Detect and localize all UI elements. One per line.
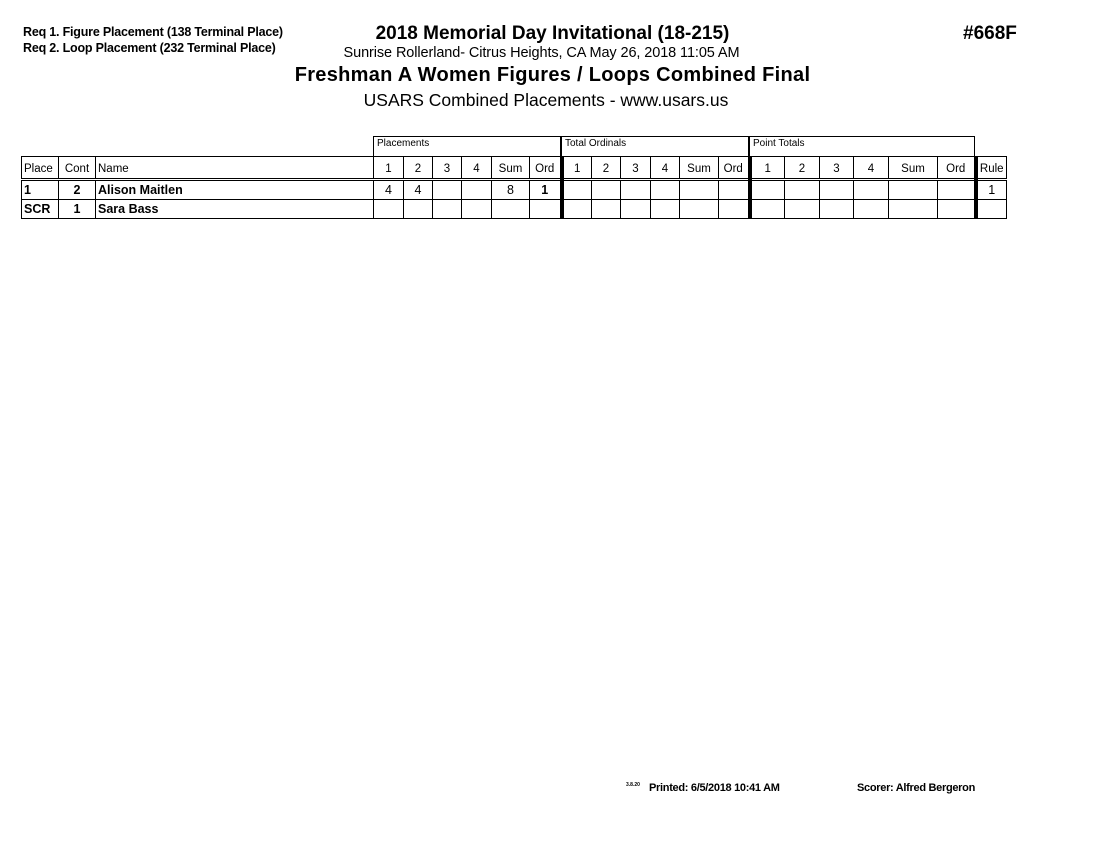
group-header-point-totals: Point Totals — [749, 136, 975, 156]
ordinal-ord-cell — [719, 200, 750, 219]
col-place: Place — [22, 157, 59, 180]
subtitle: USARS Combined Placements - www.usars.us — [363, 90, 729, 110]
version-label: 3.8.20 — [626, 782, 640, 788]
group-header-total-ordinals: Total Ordinals — [561, 136, 749, 156]
ordinal-4-cell — [651, 180, 680, 200]
table-row — [22, 180, 1007, 200]
col-to-3: 3 — [621, 157, 651, 180]
col-pt-1: 1 — [750, 157, 785, 180]
col-to-sum: Sum — [680, 157, 719, 180]
column-header-row — [22, 157, 1007, 180]
place-cell: SCR — [22, 200, 59, 219]
event-number: #668F — [963, 23, 1017, 44]
col-to-1: 1 — [562, 157, 592, 180]
name-cell: Sara Bass — [96, 200, 374, 219]
ordinal-ord-cell — [719, 180, 750, 200]
requirement-2: Req 2. Loop Placement (232 Terminal Place) — [23, 41, 276, 55]
location-date-line: Sunrise Rollerland- Citrus Heights, CA May 26, 2018 11:05 AM — [343, 45, 740, 61]
ordinal-2-cell — [592, 200, 621, 219]
requirement-1: Req 1. Figure Placement (138 Terminal Place) — [23, 25, 283, 39]
ordinal-1-cell — [562, 200, 592, 219]
points-sum-cell — [889, 200, 938, 219]
results-table — [21, 156, 1007, 219]
points-sum-cell — [889, 180, 938, 200]
points-4-cell — [854, 200, 889, 219]
placement-sum-cell — [492, 200, 530, 219]
event-title: Freshman A Women Figures / Loops Combined Final — [294, 64, 811, 86]
printed-timestamp: Printed: 6/5/2018 10:41 AM — [649, 782, 780, 794]
scorer-name: Scorer: Alfred Bergeron — [857, 782, 975, 794]
placement-4-cell — [462, 200, 492, 219]
name-cell: Alison Maitlen — [96, 180, 374, 200]
col-pt-ord: Ord — [938, 157, 976, 180]
col-pt-4: 4 — [854, 157, 889, 180]
ordinal-1-cell — [562, 180, 592, 200]
placement-2-cell: 4 — [404, 180, 433, 200]
place-cell: 1 — [22, 180, 59, 200]
col-plc-4: 4 — [462, 157, 492, 180]
ordinal-2-cell — [592, 180, 621, 200]
points-3-cell — [820, 180, 854, 200]
placement-3-cell — [433, 200, 462, 219]
col-to-ord: Ord — [719, 157, 750, 180]
points-1-cell — [750, 200, 785, 219]
points-ord-cell — [938, 180, 976, 200]
col-plc-1: 1 — [374, 157, 404, 180]
placement-1-cell: 4 — [374, 180, 404, 200]
col-plc-sum: Sum — [492, 157, 530, 180]
competition-title: 2018 Memorial Day Invitational (18-215) — [375, 23, 730, 44]
points-1-cell — [750, 180, 785, 200]
placement-3-cell — [433, 180, 462, 200]
points-ord-cell — [938, 200, 976, 219]
points-2-cell — [785, 180, 820, 200]
col-name: Name — [96, 157, 374, 180]
table-row — [22, 200, 1007, 219]
placement-1-cell — [374, 200, 404, 219]
placement-ord-cell — [530, 200, 562, 219]
placement-ord-cell: 1 — [530, 180, 562, 200]
placement-4-cell — [462, 180, 492, 200]
group-header-placements: Placements — [373, 136, 561, 156]
col-plc-2: 2 — [404, 157, 433, 180]
points-4-cell — [854, 180, 889, 200]
ordinal-3-cell — [621, 200, 651, 219]
col-plc-3: 3 — [433, 157, 462, 180]
col-rule: Rule — [976, 157, 1007, 180]
placement-sum-cell: 8 — [492, 180, 530, 200]
points-3-cell — [820, 200, 854, 219]
col-to-2: 2 — [592, 157, 621, 180]
cont-cell: 2 — [59, 180, 96, 200]
ordinal-sum-cell — [680, 180, 719, 200]
col-cont: Cont — [59, 157, 96, 180]
col-pt-2: 2 — [785, 157, 820, 180]
ordinal-4-cell — [651, 200, 680, 219]
col-pt-3: 3 — [820, 157, 854, 180]
points-2-cell — [785, 200, 820, 219]
rule-cell: 1 — [976, 180, 1007, 200]
ordinal-sum-cell — [680, 200, 719, 219]
col-plc-ord: Ord — [530, 157, 562, 180]
col-to-4: 4 — [651, 157, 680, 180]
ordinal-3-cell — [621, 180, 651, 200]
placement-2-cell — [404, 200, 433, 219]
rule-cell — [976, 200, 1007, 219]
col-pt-sum: Sum — [889, 157, 938, 180]
cont-cell: 1 — [59, 200, 96, 219]
